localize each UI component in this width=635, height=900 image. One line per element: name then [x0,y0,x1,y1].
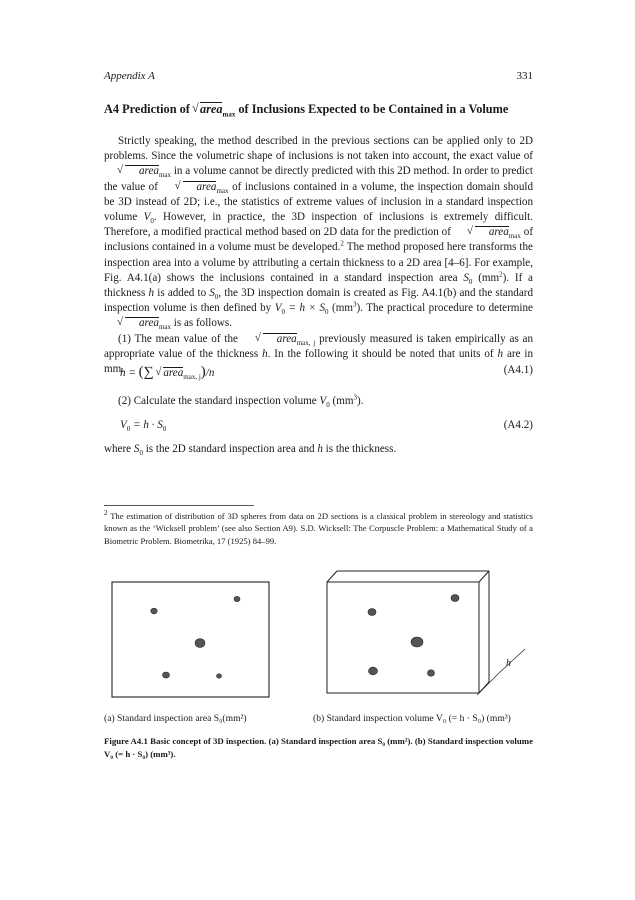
dimension-leader [499,649,525,673]
subcaption-b: (b) Standard inspection volume V₀ (= h · S₀) (mm³) [313,713,511,724]
section-title-post: of Inclusions Expected to be Contained in a Volume [238,102,509,116]
inclusions-2d [151,596,240,678]
equation-a4-1: h = (∑ √ area$_{max, j}$)/n (A4.1) [104,364,533,380]
running-head [104,70,533,86]
paragraph: (1) The mean value of the √ area$_{max, j}$ previously measured is taken empirically as an appropriate value of the thickness h. In the following it should be noted that units of h are in mm. [104,332,533,378]
inclusion-dot [151,608,157,614]
thickness-label: h [506,658,511,669]
sqrt-area-symbol: √ area [193,101,223,117]
inclusion-dot [195,639,205,648]
equation-a4-2: $V_0 = h \cdot S_0$ (A4.2) [120,419,533,434]
inclusions-3d [368,595,459,677]
inclusion-blob [369,667,378,675]
footnote: $^2$ The estimation of distribution of 3D spheres from data on 2D sections is a classical problem in stereology and statistics known as the ‘Wicksell problem’ (see also Section A9). S.D. Wicksell: The Corpuscle Problem: a Mathematical Study of a Biometric Problem. Biometrika, 17 (1925) 84–99. [104,509,533,546]
inclusion-blob [451,595,459,602]
figure-a4-1 [104,565,533,705]
section-heading: A4 Prediction of √ area$_{max}$ of Inclusions Expected to be Contained in a Volume [104,101,544,117]
footnote-rule [104,505,254,506]
inclusion-dot [163,672,170,678]
paragraph: Strictly speaking, the method described in the previous sections can be applied only to 2D problems. Since the volumetric shape of inclusions is not taken into account, the exact value of √ area$_{max}$ in a volume cannot be directly predicted with this 2D method. In order to predict the value of √ area$_{max}$ of inclusions contained in a volume, the inspection domain should be 3D instead of 2D; i.e., the statistics of extreme values of inclusion in a standard inspection volume $V_0$. However, in practice, the 3D inspection of inclusions is extremely difficult. Therefore, a modified practical method based on 2D data for the prediction of √ area$_{max}$ of inclusions contained in a volume must be developed.$^2$ The method proposed here transforms the inspection area into a volume by attributing a certain thickness to a 2D area [4–6]. For example, Fig. A4.1(a) shows the inclusions contained in a standard inspection area $S_0$ $(mm^2)$. If a thickness h is added to $S_0$, the 3D inspection domain is created as Fig. A4.1(b) and the standard inspection volume is then defined by $V_0 = h \times S_0$ $(mm^3)$. The practical procedure to determine √ area$_{max}$ is as follows. [104,134,533,332]
sqrt-area-symbol: √ area [104,316,159,331]
page-number: 331 [516,70,533,82]
section-title-pre: Prediction of [122,102,190,116]
step-2-line: (2) Calculate the standard inspection volume $V_0$ $(mm^3)$. [118,393,364,410]
inclusion-blob [368,609,376,616]
running-head-chapter: Appendix A [104,70,155,82]
inclusion-dot [234,596,240,601]
sqrt-area-symbol: √ area [454,225,509,240]
inspection-area-rect [112,582,269,697]
volume-edge [479,571,489,582]
footnote-marker: 2 [340,239,344,248]
equation-number: (A4.2) [503,419,533,431]
subcaption-a: (a) Standard inspection area S₀(mm²) [104,713,247,724]
where-line: where $S_0$ is the 2D standard inspection area and h is the thickness. [104,443,397,458]
sqrt-area-symbol: √ area [242,332,297,347]
equation-number: (A4.1) [503,364,533,376]
footnote-marker: 2 [104,509,108,518]
figure-label: Figure A4.1 [104,736,148,746]
section-number: A4 [104,102,120,116]
inclusion-dot [217,674,222,678]
sqrt-area-symbol: √ area [162,180,217,195]
body-text [104,134,533,377]
sqrt-area-symbol: √ area [104,164,159,179]
volume-edge [327,571,337,582]
figure-caption [104,735,533,760]
sqrt-area-symbol: √ area [156,367,183,380]
inclusion-blob [428,670,435,676]
dimension-line [477,673,499,695]
inspection-volume-box [327,571,525,695]
figure-caption-text: Basic concept of 3D inspection. (a) Standard inspection area S₀ (mm²). (b) Standard inspection volume V₀ (= h · S₀) (mm³). [104,736,533,759]
inclusion-blob [411,637,423,647]
figure-drawing [104,565,533,705]
